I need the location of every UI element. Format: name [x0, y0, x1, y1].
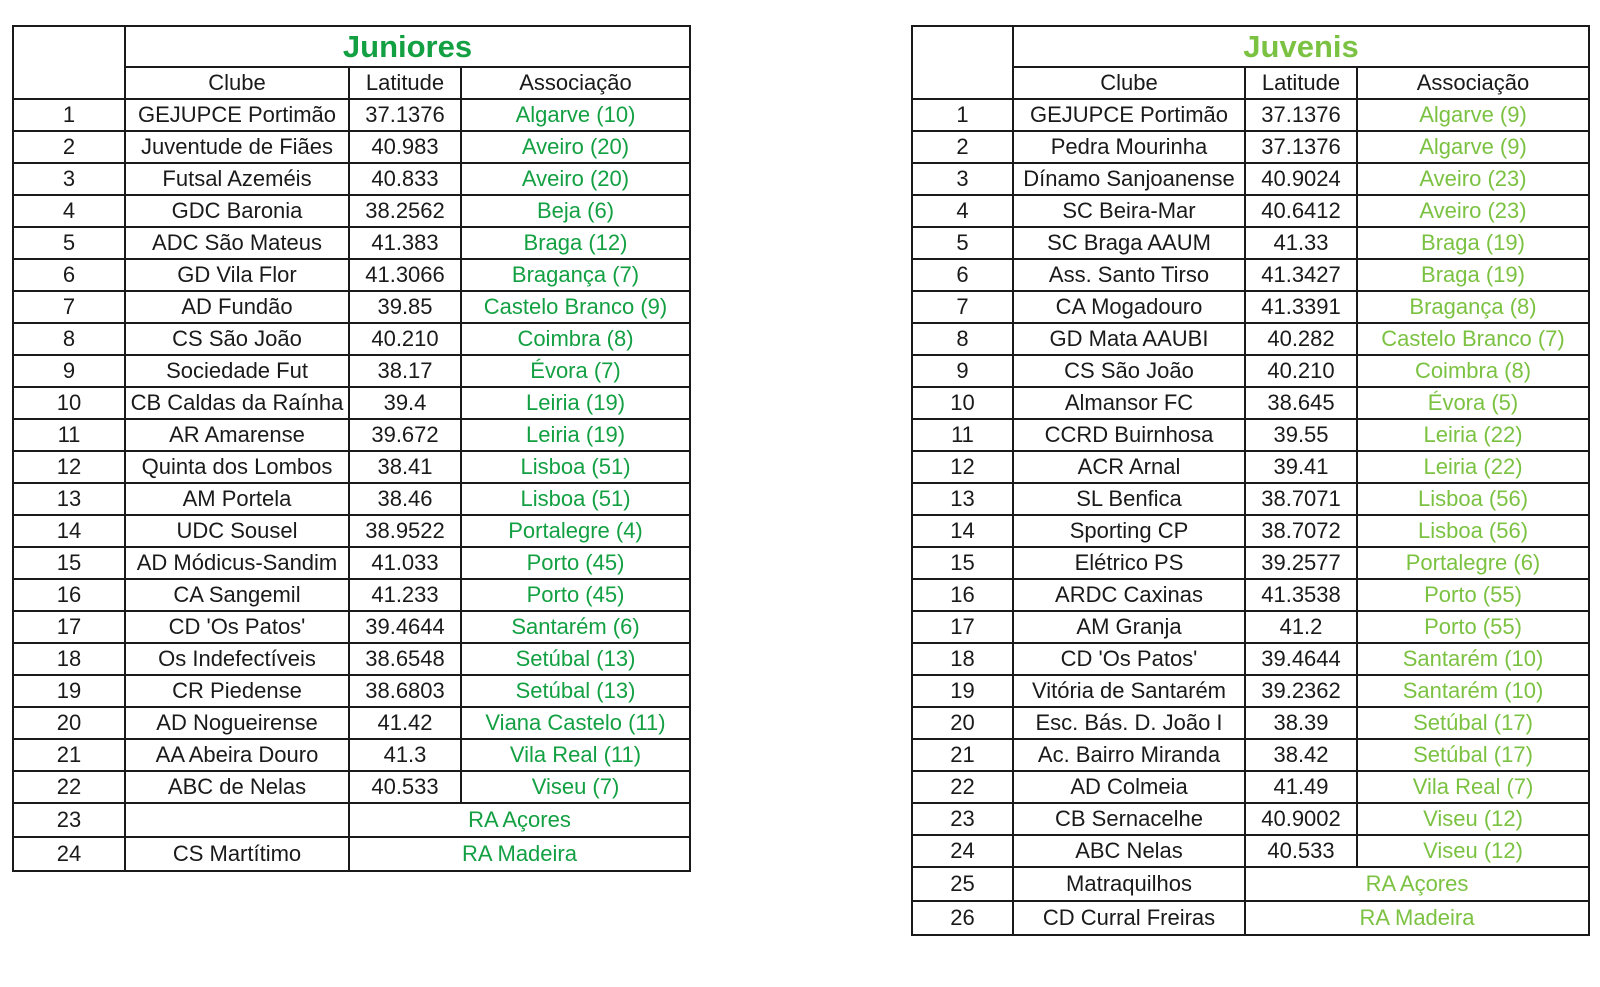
table-row — [13, 483, 690, 515]
row-number: 15 — [13, 547, 125, 579]
row-number: 10 — [13, 387, 125, 419]
latitude-value: 40.282 — [1245, 323, 1357, 355]
row-number: 24 — [13, 837, 125, 871]
association-name: Aveiro (23) — [1357, 195, 1589, 227]
club-name: AD Módicus-Sandim — [125, 547, 349, 579]
row-number: 14 — [13, 515, 125, 547]
club-name: Ass. Santo Tirso — [1013, 259, 1245, 291]
table-row — [912, 901, 1589, 935]
row-number: 4 — [13, 195, 125, 227]
table-row — [912, 259, 1589, 291]
association-name: Algarve (10) — [461, 99, 690, 131]
row-number: 22 — [912, 771, 1013, 803]
club-name: Quinta dos Lombos — [125, 451, 349, 483]
row-number: 9 — [13, 355, 125, 387]
table-row — [13, 837, 690, 871]
row-number: 3 — [912, 163, 1013, 195]
association-name: RA Madeira — [349, 837, 690, 871]
header-latitude: Latitude — [1245, 67, 1357, 99]
club-name: Almansor FC — [1013, 387, 1245, 419]
association-name: RA Açores — [349, 803, 690, 837]
table-row — [13, 803, 690, 837]
latitude-value: 38.6548 — [349, 643, 461, 675]
latitude-value: 40.210 — [349, 323, 461, 355]
club-name: Sporting CP — [1013, 515, 1245, 547]
table-row — [13, 291, 690, 323]
latitude-value: 41.42 — [349, 707, 461, 739]
association-name: Porto (45) — [461, 579, 690, 611]
association-name: Leiria (19) — [461, 387, 690, 419]
table-row — [912, 483, 1589, 515]
latitude-value: 40.6412 — [1245, 195, 1357, 227]
association-name: Lisboa (56) — [1357, 483, 1589, 515]
table-row — [912, 195, 1589, 227]
association-name: RA Açores — [1245, 867, 1589, 901]
club-name: Pedra Mourinha — [1013, 131, 1245, 163]
club-name: CS São João — [1013, 355, 1245, 387]
club-name: CA Mogadouro — [1013, 291, 1245, 323]
table-row — [912, 867, 1589, 901]
club-name: CS São João — [125, 323, 349, 355]
latitude-value: 37.1376 — [349, 99, 461, 131]
row-number: 11 — [912, 419, 1013, 451]
club-name: SL Benfica — [1013, 483, 1245, 515]
latitude-value: 38.46 — [349, 483, 461, 515]
row-number: 13 — [912, 483, 1013, 515]
table-row — [912, 355, 1589, 387]
row-number: 15 — [912, 547, 1013, 579]
row-number: 6 — [13, 259, 125, 291]
row-number: 16 — [912, 579, 1013, 611]
row-number: 10 — [912, 387, 1013, 419]
row-number: 13 — [13, 483, 125, 515]
row-number: 26 — [912, 901, 1013, 935]
club-name: GEJUPCE Portimão — [125, 99, 349, 131]
association-name: Viana Castelo (11) — [461, 707, 690, 739]
club-name: Esc. Bás. D. João I — [1013, 707, 1245, 739]
club-name: AD Fundão — [125, 291, 349, 323]
table-row — [912, 451, 1589, 483]
latitude-value: 41.3427 — [1245, 259, 1357, 291]
latitude-value: 38.42 — [1245, 739, 1357, 771]
table-row — [13, 131, 690, 163]
table-row — [912, 131, 1589, 163]
table-row — [13, 515, 690, 547]
table-row — [912, 291, 1589, 323]
row-number: 7 — [13, 291, 125, 323]
header-clube: Clube — [125, 67, 349, 99]
association-name: Setúbal (13) — [461, 675, 690, 707]
club-name: Os Indefectíveis — [125, 643, 349, 675]
row-number: 8 — [13, 323, 125, 355]
club-name: Futsal Azeméis — [125, 163, 349, 195]
row-number: 19 — [13, 675, 125, 707]
row-number: 14 — [912, 515, 1013, 547]
association-name: Santarém (6) — [461, 611, 690, 643]
association-name: Aveiro (23) — [1357, 163, 1589, 195]
row-number: 21 — [912, 739, 1013, 771]
association-name: Castelo Branco (9) — [461, 291, 690, 323]
row-number: 11 — [13, 419, 125, 451]
association-name: Portalegre (4) — [461, 515, 690, 547]
latitude-value: 40.983 — [349, 131, 461, 163]
row-number: 19 — [912, 675, 1013, 707]
table-row — [912, 515, 1589, 547]
latitude-value: 40.533 — [1245, 835, 1357, 867]
corner-cell — [13, 26, 125, 99]
association-name: Lisboa (51) — [461, 483, 690, 515]
association-name: RA Madeira — [1245, 901, 1589, 935]
juniores-table — [12, 25, 691, 872]
association-name: Braga (12) — [461, 227, 690, 259]
table-row — [912, 611, 1589, 643]
latitude-value: 41.3391 — [1245, 291, 1357, 323]
table-row — [912, 323, 1589, 355]
association-name: Porto (55) — [1357, 611, 1589, 643]
table-row — [13, 259, 690, 291]
latitude-value: 37.1376 — [1245, 131, 1357, 163]
association-name: Castelo Branco (7) — [1357, 323, 1589, 355]
latitude-value: 38.41 — [349, 451, 461, 483]
latitude-value: 37.1376 — [1245, 99, 1357, 131]
table-row — [13, 323, 690, 355]
association-name: Algarve (9) — [1357, 131, 1589, 163]
table-row — [13, 451, 690, 483]
table-row — [13, 707, 690, 739]
club-name: GD Mata AAUBI — [1013, 323, 1245, 355]
table-row — [912, 739, 1589, 771]
row-number: 4 — [912, 195, 1013, 227]
table-row — [912, 643, 1589, 675]
association-name: Porto (45) — [461, 547, 690, 579]
row-number: 23 — [912, 803, 1013, 835]
club-name: AD Nogueirense — [125, 707, 349, 739]
row-number: 21 — [13, 739, 125, 771]
row-number: 16 — [13, 579, 125, 611]
association-name: Setúbal (13) — [461, 643, 690, 675]
table-row — [912, 579, 1589, 611]
table-row — [912, 387, 1589, 419]
association-name: Porto (55) — [1357, 579, 1589, 611]
association-name: Vila Real (7) — [1357, 771, 1589, 803]
club-name: Elétrico PS — [1013, 547, 1245, 579]
association-name: Viseu (12) — [1357, 803, 1589, 835]
row-number: 5 — [912, 227, 1013, 259]
latitude-value: 39.2362 — [1245, 675, 1357, 707]
latitude-value: 40.9024 — [1245, 163, 1357, 195]
latitude-value: 41.3066 — [349, 259, 461, 291]
association-name: Braga (19) — [1357, 259, 1589, 291]
table-row — [912, 675, 1589, 707]
latitude-value: 40.9002 — [1245, 803, 1357, 835]
club-name: Sociedade Fut — [125, 355, 349, 387]
row-number: 20 — [912, 707, 1013, 739]
latitude-value: 41.3538 — [1245, 579, 1357, 611]
club-name: CS Martítimo — [125, 837, 349, 871]
latitude-value: 41.33 — [1245, 227, 1357, 259]
association-name: Algarve (9) — [1357, 99, 1589, 131]
club-name: CB Sernacelhe — [1013, 803, 1245, 835]
latitude-value: 39.4 — [349, 387, 461, 419]
club-name: SC Beira-Mar — [1013, 195, 1245, 227]
table-row — [13, 739, 690, 771]
association-name: Lisboa (51) — [461, 451, 690, 483]
latitude-value: 41.49 — [1245, 771, 1357, 803]
club-name: AA Abeira Douro — [125, 739, 349, 771]
club-name: Vitória de Santarém — [1013, 675, 1245, 707]
club-name: ABC de Nelas — [125, 771, 349, 803]
association-name: Bragança (8) — [1357, 291, 1589, 323]
association-name: Santarém (10) — [1357, 643, 1589, 675]
association-name: Setúbal (17) — [1357, 739, 1589, 771]
club-name: AD Colmeia — [1013, 771, 1245, 803]
association-name: Évora (5) — [1357, 387, 1589, 419]
row-number: 2 — [13, 131, 125, 163]
club-name: SC Braga AAUM — [1013, 227, 1245, 259]
association-name: Évora (7) — [461, 355, 690, 387]
row-number: 1 — [13, 99, 125, 131]
club-name: GEJUPCE Portimão — [1013, 99, 1245, 131]
corner-cell — [912, 26, 1013, 99]
row-number: 12 — [912, 451, 1013, 483]
association-name: Coimbra (8) — [1357, 355, 1589, 387]
table-row — [13, 355, 690, 387]
row-number: 18 — [13, 643, 125, 675]
club-name: GD Vila Flor — [125, 259, 349, 291]
row-number: 7 — [912, 291, 1013, 323]
row-number: 5 — [13, 227, 125, 259]
table-row — [912, 547, 1589, 579]
row-number: 22 — [13, 771, 125, 803]
table-title: Juniores — [125, 26, 690, 67]
association-name: Leiria (22) — [1357, 451, 1589, 483]
club-name: CD 'Os Patos' — [125, 611, 349, 643]
latitude-value: 41.2 — [1245, 611, 1357, 643]
table-row — [912, 99, 1589, 131]
latitude-value: 38.645 — [1245, 387, 1357, 419]
latitude-value: 41.033 — [349, 547, 461, 579]
latitude-value: 38.7071 — [1245, 483, 1357, 515]
club-name: GDC Baronia — [125, 195, 349, 227]
row-number: 12 — [13, 451, 125, 483]
association-name: Vila Real (11) — [461, 739, 690, 771]
row-number: 8 — [912, 323, 1013, 355]
latitude-value: 40.210 — [1245, 355, 1357, 387]
association-name: Viseu (7) — [461, 771, 690, 803]
club-name — [125, 803, 349, 837]
row-number: 17 — [13, 611, 125, 643]
latitude-value: 39.41 — [1245, 451, 1357, 483]
club-name: Ac. Bairro Miranda — [1013, 739, 1245, 771]
club-name: AR Amarense — [125, 419, 349, 451]
latitude-value: 38.6803 — [349, 675, 461, 707]
latitude-value: 38.17 — [349, 355, 461, 387]
latitude-value: 41.3 — [349, 739, 461, 771]
club-name: ABC Nelas — [1013, 835, 1245, 867]
table-row — [13, 579, 690, 611]
table-row — [13, 675, 690, 707]
latitude-value: 40.533 — [349, 771, 461, 803]
row-number: 24 — [912, 835, 1013, 867]
latitude-value: 39.4644 — [349, 611, 461, 643]
latitude-value: 41.233 — [349, 579, 461, 611]
association-name: Leiria (22) — [1357, 419, 1589, 451]
table-row — [912, 163, 1589, 195]
table-row — [13, 163, 690, 195]
club-name: CB Caldas da Raínha — [125, 387, 349, 419]
header-clube: Clube — [1013, 67, 1245, 99]
latitude-value: 39.672 — [349, 419, 461, 451]
table-row — [13, 419, 690, 451]
table-row — [912, 835, 1589, 867]
table-row — [912, 771, 1589, 803]
row-number: 3 — [13, 163, 125, 195]
latitude-value: 38.7072 — [1245, 515, 1357, 547]
latitude-value: 39.55 — [1245, 419, 1357, 451]
table-row — [13, 227, 690, 259]
row-number: 17 — [912, 611, 1013, 643]
latitude-value: 41.383 — [349, 227, 461, 259]
table-row — [912, 419, 1589, 451]
club-name: CD 'Os Patos' — [1013, 643, 1245, 675]
club-name: AM Portela — [125, 483, 349, 515]
association-name: Aveiro (20) — [461, 131, 690, 163]
row-number: 25 — [912, 867, 1013, 901]
club-name: AM Granja — [1013, 611, 1245, 643]
club-name: Juventude de Fiães — [125, 131, 349, 163]
association-name: Lisboa (56) — [1357, 515, 1589, 547]
club-name: Matraquilhos — [1013, 867, 1245, 901]
club-name: CR Piedense — [125, 675, 349, 707]
table-row — [13, 547, 690, 579]
latitude-value: 40.833 — [349, 163, 461, 195]
row-number: 6 — [912, 259, 1013, 291]
header-associacao: Associação — [1357, 67, 1589, 99]
row-number: 1 — [912, 99, 1013, 131]
association-name: Aveiro (20) — [461, 163, 690, 195]
latitude-value: 39.4644 — [1245, 643, 1357, 675]
club-name: Dínamo Sanjoanense — [1013, 163, 1245, 195]
table-row — [13, 643, 690, 675]
club-name: ACR Arnal — [1013, 451, 1245, 483]
table-row — [912, 227, 1589, 259]
row-number: 9 — [912, 355, 1013, 387]
association-name: Portalegre (6) — [1357, 547, 1589, 579]
association-name: Coimbra (8) — [461, 323, 690, 355]
table-row — [13, 771, 690, 803]
club-name: ARDC Caxinas — [1013, 579, 1245, 611]
club-name: CD Curral Freiras — [1013, 901, 1245, 935]
association-name: Santarém (10) — [1357, 675, 1589, 707]
association-name: Beja (6) — [461, 195, 690, 227]
club-name: UDC Sousel — [125, 515, 349, 547]
row-number: 2 — [912, 131, 1013, 163]
table-row — [912, 707, 1589, 739]
club-name: CA Sangemil — [125, 579, 349, 611]
club-name: CCRD Buirnhosa — [1013, 419, 1245, 451]
association-name: Bragança (7) — [461, 259, 690, 291]
latitude-value: 39.85 — [349, 291, 461, 323]
association-name: Setúbal (17) — [1357, 707, 1589, 739]
table-title: Juvenis — [1013, 26, 1589, 67]
latitude-value: 39.2577 — [1245, 547, 1357, 579]
latitude-value: 38.9522 — [349, 515, 461, 547]
association-name: Leiria (19) — [461, 419, 690, 451]
association-name: Braga (19) — [1357, 227, 1589, 259]
table-row — [13, 99, 690, 131]
header-associacao: Associação — [461, 67, 690, 99]
latitude-value: 38.2562 — [349, 195, 461, 227]
association-name: Viseu (12) — [1357, 835, 1589, 867]
juvenis-table — [911, 25, 1590, 936]
table-row — [912, 803, 1589, 835]
table-row — [13, 195, 690, 227]
row-number: 23 — [13, 803, 125, 837]
latitude-value: 38.39 — [1245, 707, 1357, 739]
row-number: 18 — [912, 643, 1013, 675]
header-latitude: Latitude — [349, 67, 461, 99]
club-name: ADC São Mateus — [125, 227, 349, 259]
table-row — [13, 611, 690, 643]
table-row — [13, 387, 690, 419]
row-number: 20 — [13, 707, 125, 739]
